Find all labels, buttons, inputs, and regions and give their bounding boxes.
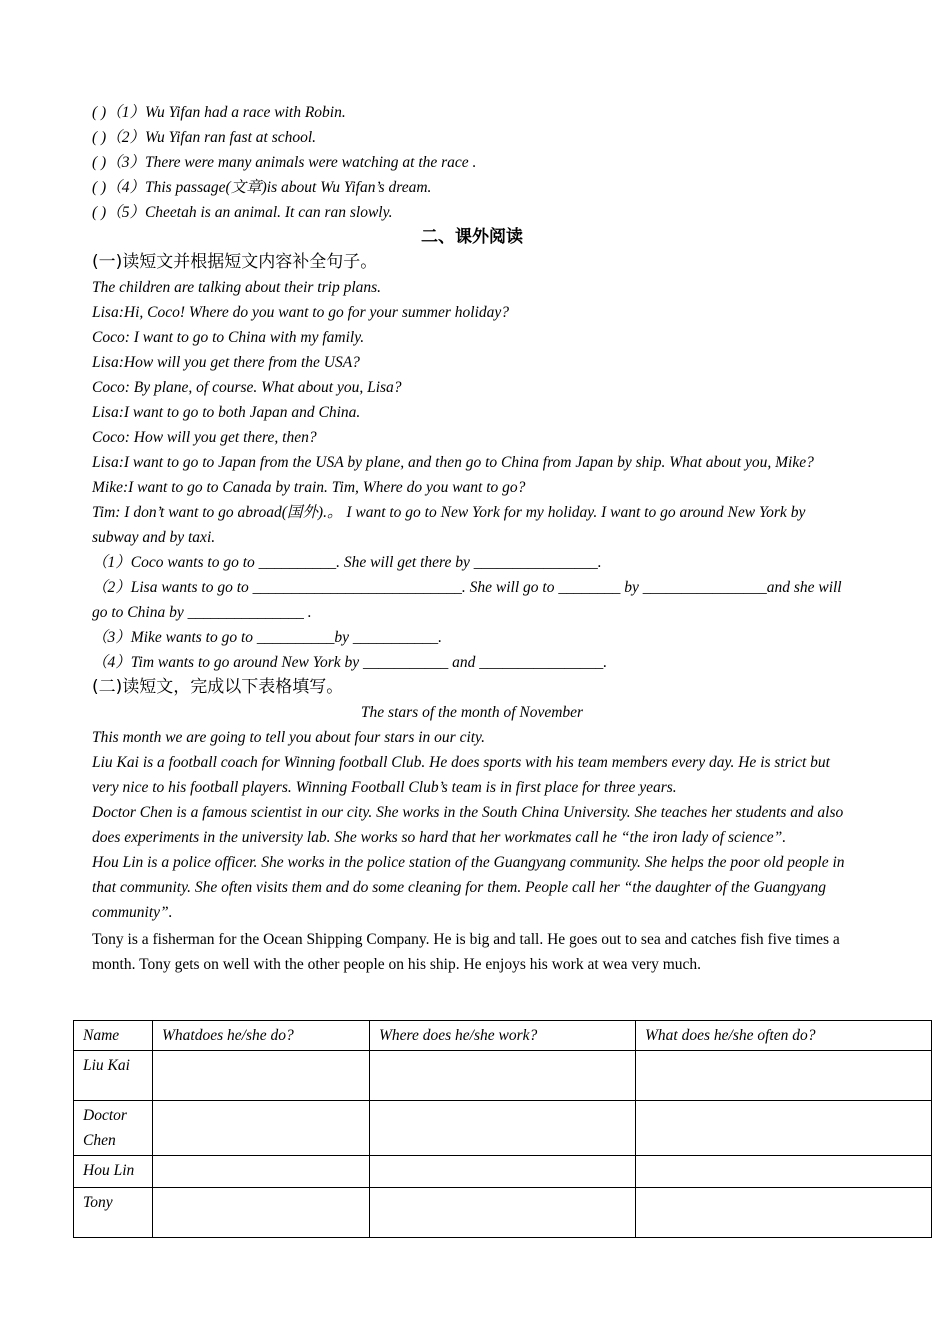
header-job: Whatdoes he/she do?	[153, 1021, 370, 1051]
answer-table	[73, 1020, 932, 1238]
table-row	[74, 1188, 932, 1238]
part2-instruction: (二)读短文，完成以下表格填写。	[92, 677, 344, 697]
section-heading: 二、课外阅读	[421, 227, 523, 247]
answer-cell[interactable]	[370, 1101, 636, 1156]
answer-cell[interactable]	[636, 1188, 932, 1238]
dialogue-line: Lisa:Hi, Coco! Where do you want to go for your summer holiday?	[92, 304, 510, 321]
row-name: Liu Kai	[74, 1051, 153, 1101]
passage-paragraph: Hou Lin is a police officer. She works in the police station of the Guangyang community. She helps the poor old people in that community. She often visits them and do some cleaning for them. People call her “the daughter of the Guangyang community”.	[92, 854, 845, 921]
question-3: ( )（3）There were many animals were watching at the race .	[92, 154, 477, 171]
blank-sentence-4: （4）Tim wants to go around New York by ___________ and ________________.	[92, 654, 608, 671]
dialogue-line: Coco: I want to go to China with my family.	[92, 329, 365, 346]
table-header-row	[74, 1021, 932, 1051]
answer-cell[interactable]	[153, 1101, 370, 1156]
answer-cell[interactable]	[370, 1051, 636, 1101]
passage-paragraph: Doctor Chen is a famous scientist in our city. She works in the South China University. She teaches her students and also does experiments in the university lab. She works so hard that her workmates call he “the iron lady of science”.	[92, 804, 844, 846]
header-activity: What does he/she often do?	[636, 1021, 932, 1051]
part1-instruction: (一)读短文并根据短文内容补全句子。	[92, 252, 378, 272]
dialogue-line: Coco: How will you get there, then?	[92, 429, 317, 446]
answer-cell[interactable]	[636, 1101, 932, 1156]
dialogue-line: The children are talking about their trip plans.	[92, 279, 382, 296]
row-name: Tony	[74, 1188, 153, 1238]
answer-cell[interactable]	[370, 1188, 636, 1238]
question-2: ( )（2）Wu Yifan ran fast at school.	[92, 129, 317, 146]
passage-paragraph: Liu Kai is a football coach for Winning football Club. He does sports with his team members every day. He is strict but very nice to his football players. Winning Football Club’s team is in first place for three years.	[92, 754, 830, 796]
row-name: Doctor Chen	[74, 1101, 153, 1156]
question-5: ( )（5）Cheetah is an animal. It can ran slowly.	[92, 204, 393, 221]
blank-sentence-2: （2）Lisa wants to go to ___________________________. She will go to ________ by ________________and she will go to China by _______________ .	[92, 579, 842, 621]
blank-sentence-3: （3）Mike wants to go to __________by ___________.	[92, 629, 443, 646]
table-row	[74, 1101, 932, 1156]
question-4: ( )（4）This passage(文章)is about Wu Yifan’s dream.	[92, 179, 432, 196]
passage-title: The stars of the month of November	[360, 704, 584, 721]
passage-paragraph-tony: Tony is a fisherman for the Ocean Shipping Company. He is big and tall. He goes out to sea and catches fish five times a month. Tony gets on well with the other people on his ship. He enjoys his work at wea very much.	[92, 931, 840, 973]
dialogue-line: Mike:I want to go to Canada by train. Tim, Where do you want to go?	[92, 479, 526, 496]
dialogue-line: Coco: By plane, of course. What about you, Lisa?	[92, 379, 402, 396]
table-row	[74, 1051, 932, 1101]
dialogue-line: Lisa:I want to go to Japan from the USA by plane, and then go to China from Japan by ship. What about you, Mike?	[92, 454, 814, 471]
dialogue-line: Lisa:I want to go to both Japan and China.	[92, 404, 361, 421]
answer-cell[interactable]	[153, 1051, 370, 1101]
header-name: Name	[74, 1021, 153, 1051]
answer-cell[interactable]	[636, 1051, 932, 1101]
table-row	[74, 1156, 932, 1188]
dialogue-line: Tim: I don’t want to go abroad(国外).。 I want to go to New York for my holiday. I want to go around New York by subway and by taxi.	[92, 504, 806, 546]
passage-paragraph: This month we are going to tell you about four stars in our city.	[92, 729, 485, 746]
answer-cell[interactable]	[636, 1156, 932, 1188]
question-1: ( )（1）Wu Yifan had a race with Robin.	[92, 104, 346, 121]
worksheet-page	[92, 100, 852, 977]
blank-sentence-1: （1）Coco wants to go to __________. She will get there by ________________.	[92, 554, 602, 571]
answer-cell[interactable]	[153, 1188, 370, 1238]
header-workplace: Where does he/she work?	[370, 1021, 636, 1051]
answer-cell[interactable]	[153, 1156, 370, 1188]
dialogue-line: Lisa:How will you get there from the USA?	[92, 354, 360, 371]
answer-cell[interactable]	[370, 1156, 636, 1188]
row-name: Hou Lin	[74, 1156, 153, 1188]
